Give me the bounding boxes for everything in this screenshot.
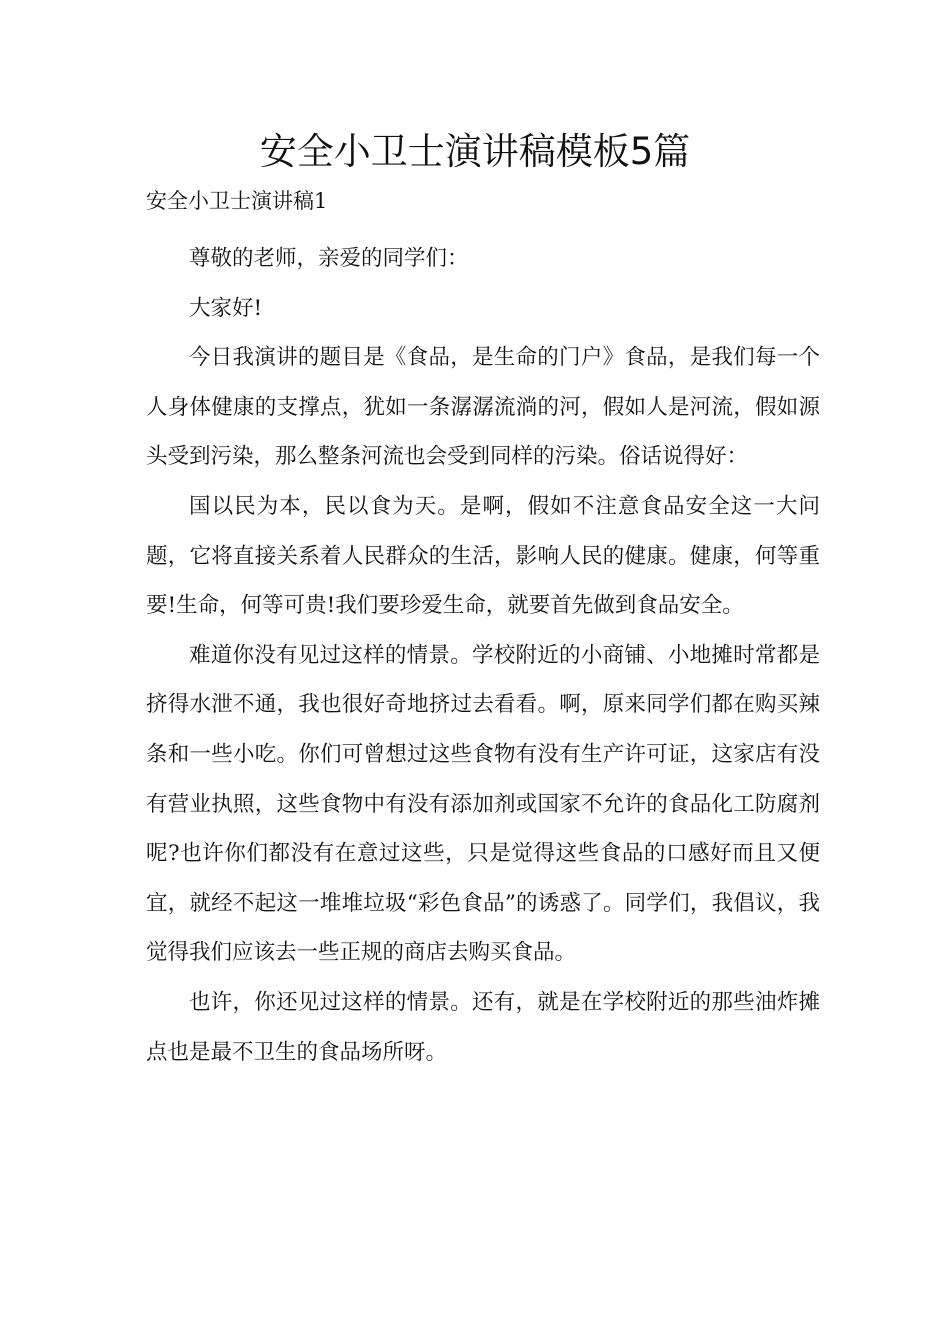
paragraph-scene-one: 难道你没有见过这样的情景。学校附近的小商铺、小地摊时常都是挤得水泄不通，我也很好奇地挤过去看看。啊，原来同学们都在购买辣条和一些小吃。你们可曾想过这些食物有没有生产许可证，这家店有没有营业执照，这些食物中有没有添加剂或国家不允许的食品化工防腐剂呢?也许你们都没有在意过这些，只是觉得这些食品的口感好而且又便宜，就经不起这一堆堆垃圾“彩色食品”的诱惑了。同学们，我倡议，我觉得我们应该去一些正规的商店去购买食品。 — [146, 642, 820, 966]
paragraph-scene-two: 也许，你还见过这样的情景。还有，就是在学校附近的那些油炸摊点也是最不卫生的食品场所呀。 — [146, 989, 820, 1065]
paragraph-hello: 大家好! — [189, 295, 263, 321]
document-body — [146, 234, 820, 1077]
paragraph-importance: 国以民为本，民以食为天。是啊，假如不注意食品安全这一大问题，它将直接关系着人民群众的生活，影响人民的健康。健康，何等重要!生命，何等可贵!我们要珍爱生命，就要首先做到食品安全。 — [146, 493, 820, 619]
paragraph-topic: 今日我演讲的题目是《食品，是生命的门户》食品，是我们每一个人身体健康的支撑点，犹如一条潺潺流淌的河，假如人是河流，假如源头受到污染，那么整条河流也会受到同样的污染。俗话说得好： — [146, 345, 820, 470]
section-heading: 安全小卫士演讲稿1 — [146, 189, 328, 213]
document-title: 安全小卫士演讲稿模板5篇 — [259, 130, 691, 173]
paragraph-greeting: 尊敬的老师，亲爱的同学们： — [189, 246, 469, 271]
